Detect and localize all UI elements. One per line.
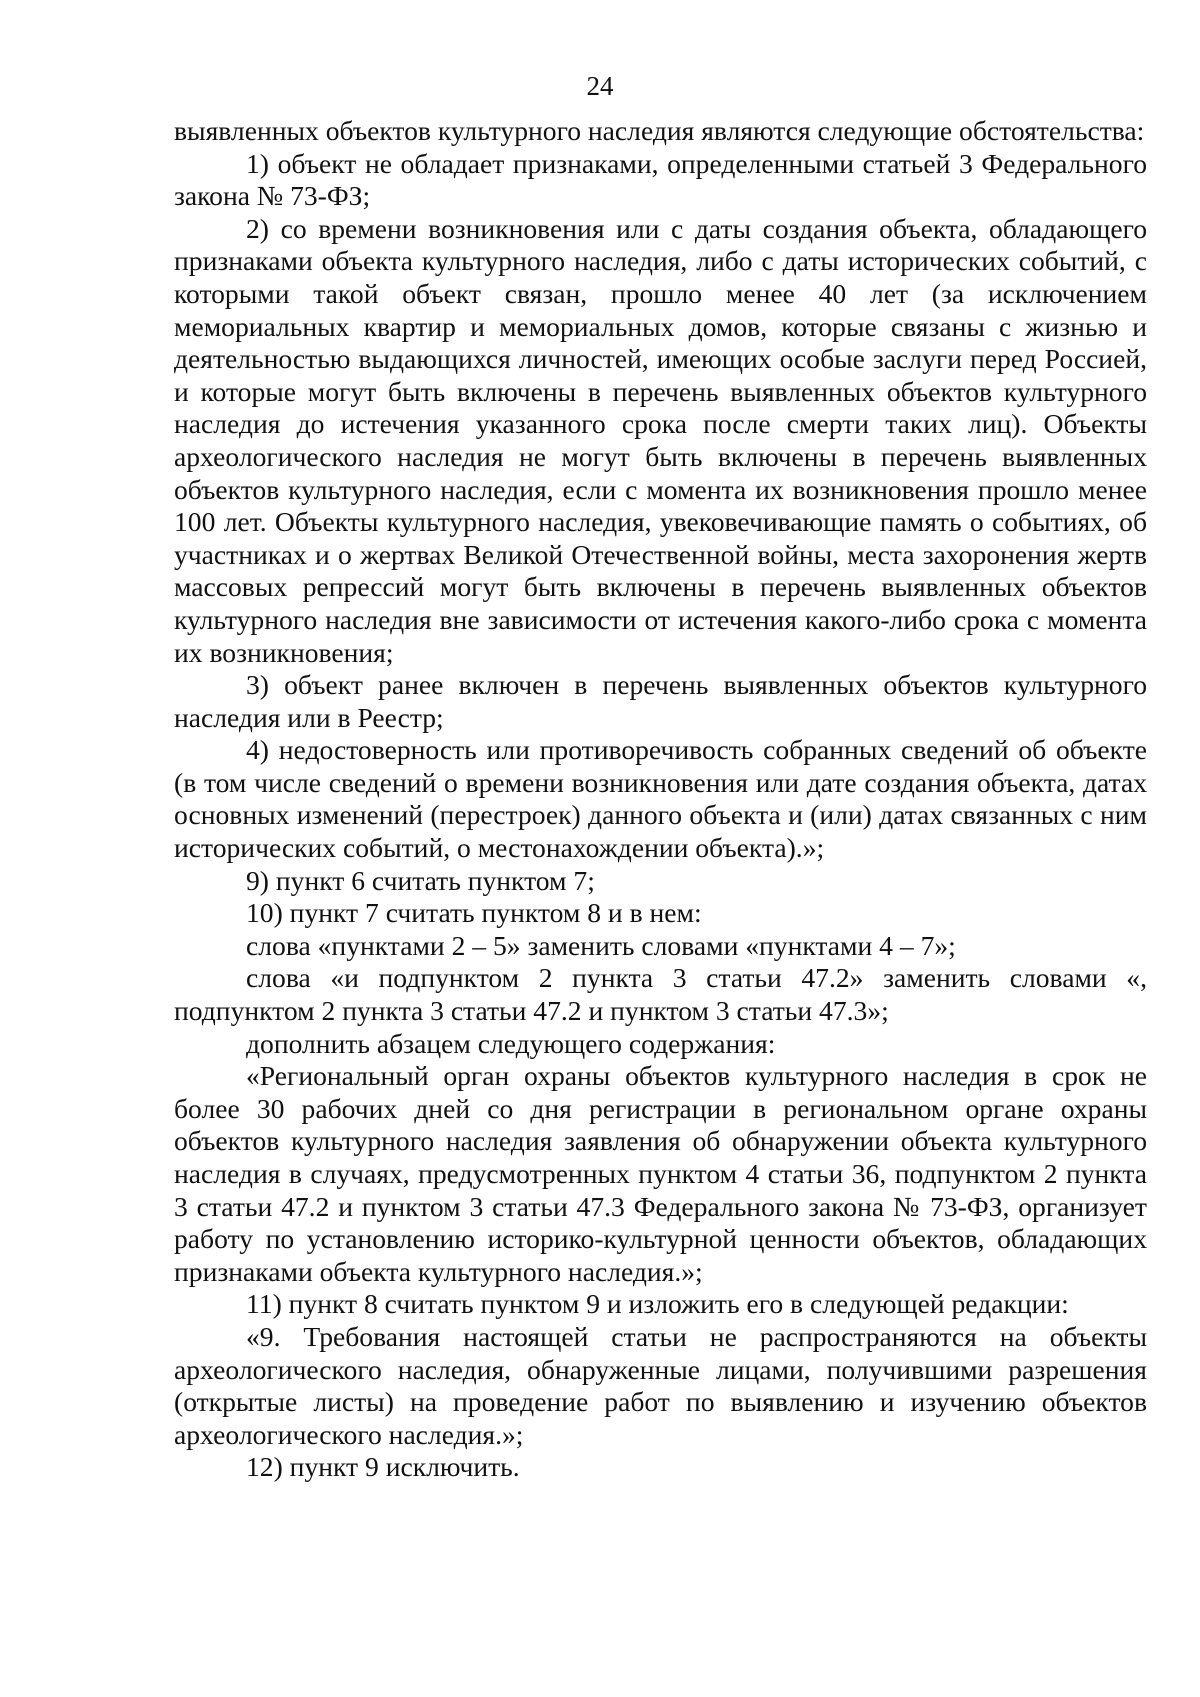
paragraph-item-3: 3) объект ранее включен в перечень выявленных объектов культурного наследия или в Реестр;	[174, 669, 1147, 733]
paragraph-regional-body: «Региональный орган охраны объектов культурного наследия в срок не более 30 рабочих дней со дня регистрации в региональном органе охраны объектов культурного наследия заявления об обнаружении объекта культурного наследия в случаях, предусмотренных пунктом 4 статьи 36, подпунктом 2 пункта 3 статьи 47.2 и пунктом 3 статьи 47.3 Федерального закона № 73-ФЗ, организует работу по установлению историко-культурной ценности объектов, обладающих признаками объекта культурного наследия.»;	[174, 1060, 1147, 1287]
paragraph-point-9: 9) пункт 6 считать пунктом 7;	[246, 864, 595, 896]
paragraph-replace-words-2: слова «и подпунктом 2 пункта 3 статьи 47.2» заменить словами «, подпунктом 2 пункта 3 статьи 47.2 и пунктом 3 статьи 47.3»;	[174, 962, 1147, 1027]
paragraph-item-4: 4) недостоверность или противоречивость собранных сведений об объекте (в том числе сведений о времени возникновения или дате создания объекта, датах основных изменений (перестроек) данного объекта и (или) датах связанных с ним исторических событий, о местонахождении объекта).»;	[174, 734, 1147, 864]
paragraph-supplement: дополнить абзацем следующего содержания:	[246, 1027, 776, 1059]
page-number: 24	[586, 71, 614, 101]
document-body	[174, 115, 1147, 1484]
paragraph-continuation: выявленных объектов культурного наследия являются следующие обстоятельства:	[174, 115, 1145, 146]
paragraph-replace-words-1: слова «пунктами 2 – 5» заменить словами «пунктами 4 – 7»;	[246, 929, 956, 961]
paragraph-requirements: «9. Требования настоящей статьи не распространяются на объекты археологического наследия, обнаруженные лицами, получившими разрешения (открытые листы) на проведение работ по выявлению и изучению объектов археологического наследия.»;	[174, 1320, 1147, 1450]
paragraph-point-12: 12) пункт 9 исключить.	[246, 1451, 520, 1483]
paragraph-item-2: 2) со времени возникновения или с даты создания объекта, обладающего признаками объекта культурного наследия, либо с даты исторических событий, с которыми такой объект связан, прошло менее 40 лет (за исключением мемориальных квартир и мемориальных домов, которые связаны с жизнью и деятельностью выдающихся личностей, имеющих особые заслуги перед Россией, и которые могут быть включены в перечень выявленных объектов культурного наследия до истечения указанного срока после смерти таких лиц). Объекты археологического наследия не могут быть включены в перечень выявленных объектов культурного наследия, если с момента их возникновения прошло менее 100 лет. Объекты культурного наследия, увековечивающие память о событиях, об участниках и о жертвах Великой Отечественной войны, места захоронения жертв массовых репрессий могут быть включены в перечень выявленных объектов культурного наследия вне зависимости от истечения какого-либо срока с момента их возникновения;	[174, 212, 1147, 668]
paragraph-point-11: 11) пункт 8 считать пунктом 9 и изложить его в следующей редакции:	[246, 1288, 1069, 1320]
paragraph-point-10: 10) пункт 7 считать пунктом 8 и в нем:	[246, 897, 702, 929]
paragraph-item-1: 1) объект не обладает признаками, определенными статьей 3 Федерального закона № 73-ФЗ;	[174, 147, 1147, 212]
